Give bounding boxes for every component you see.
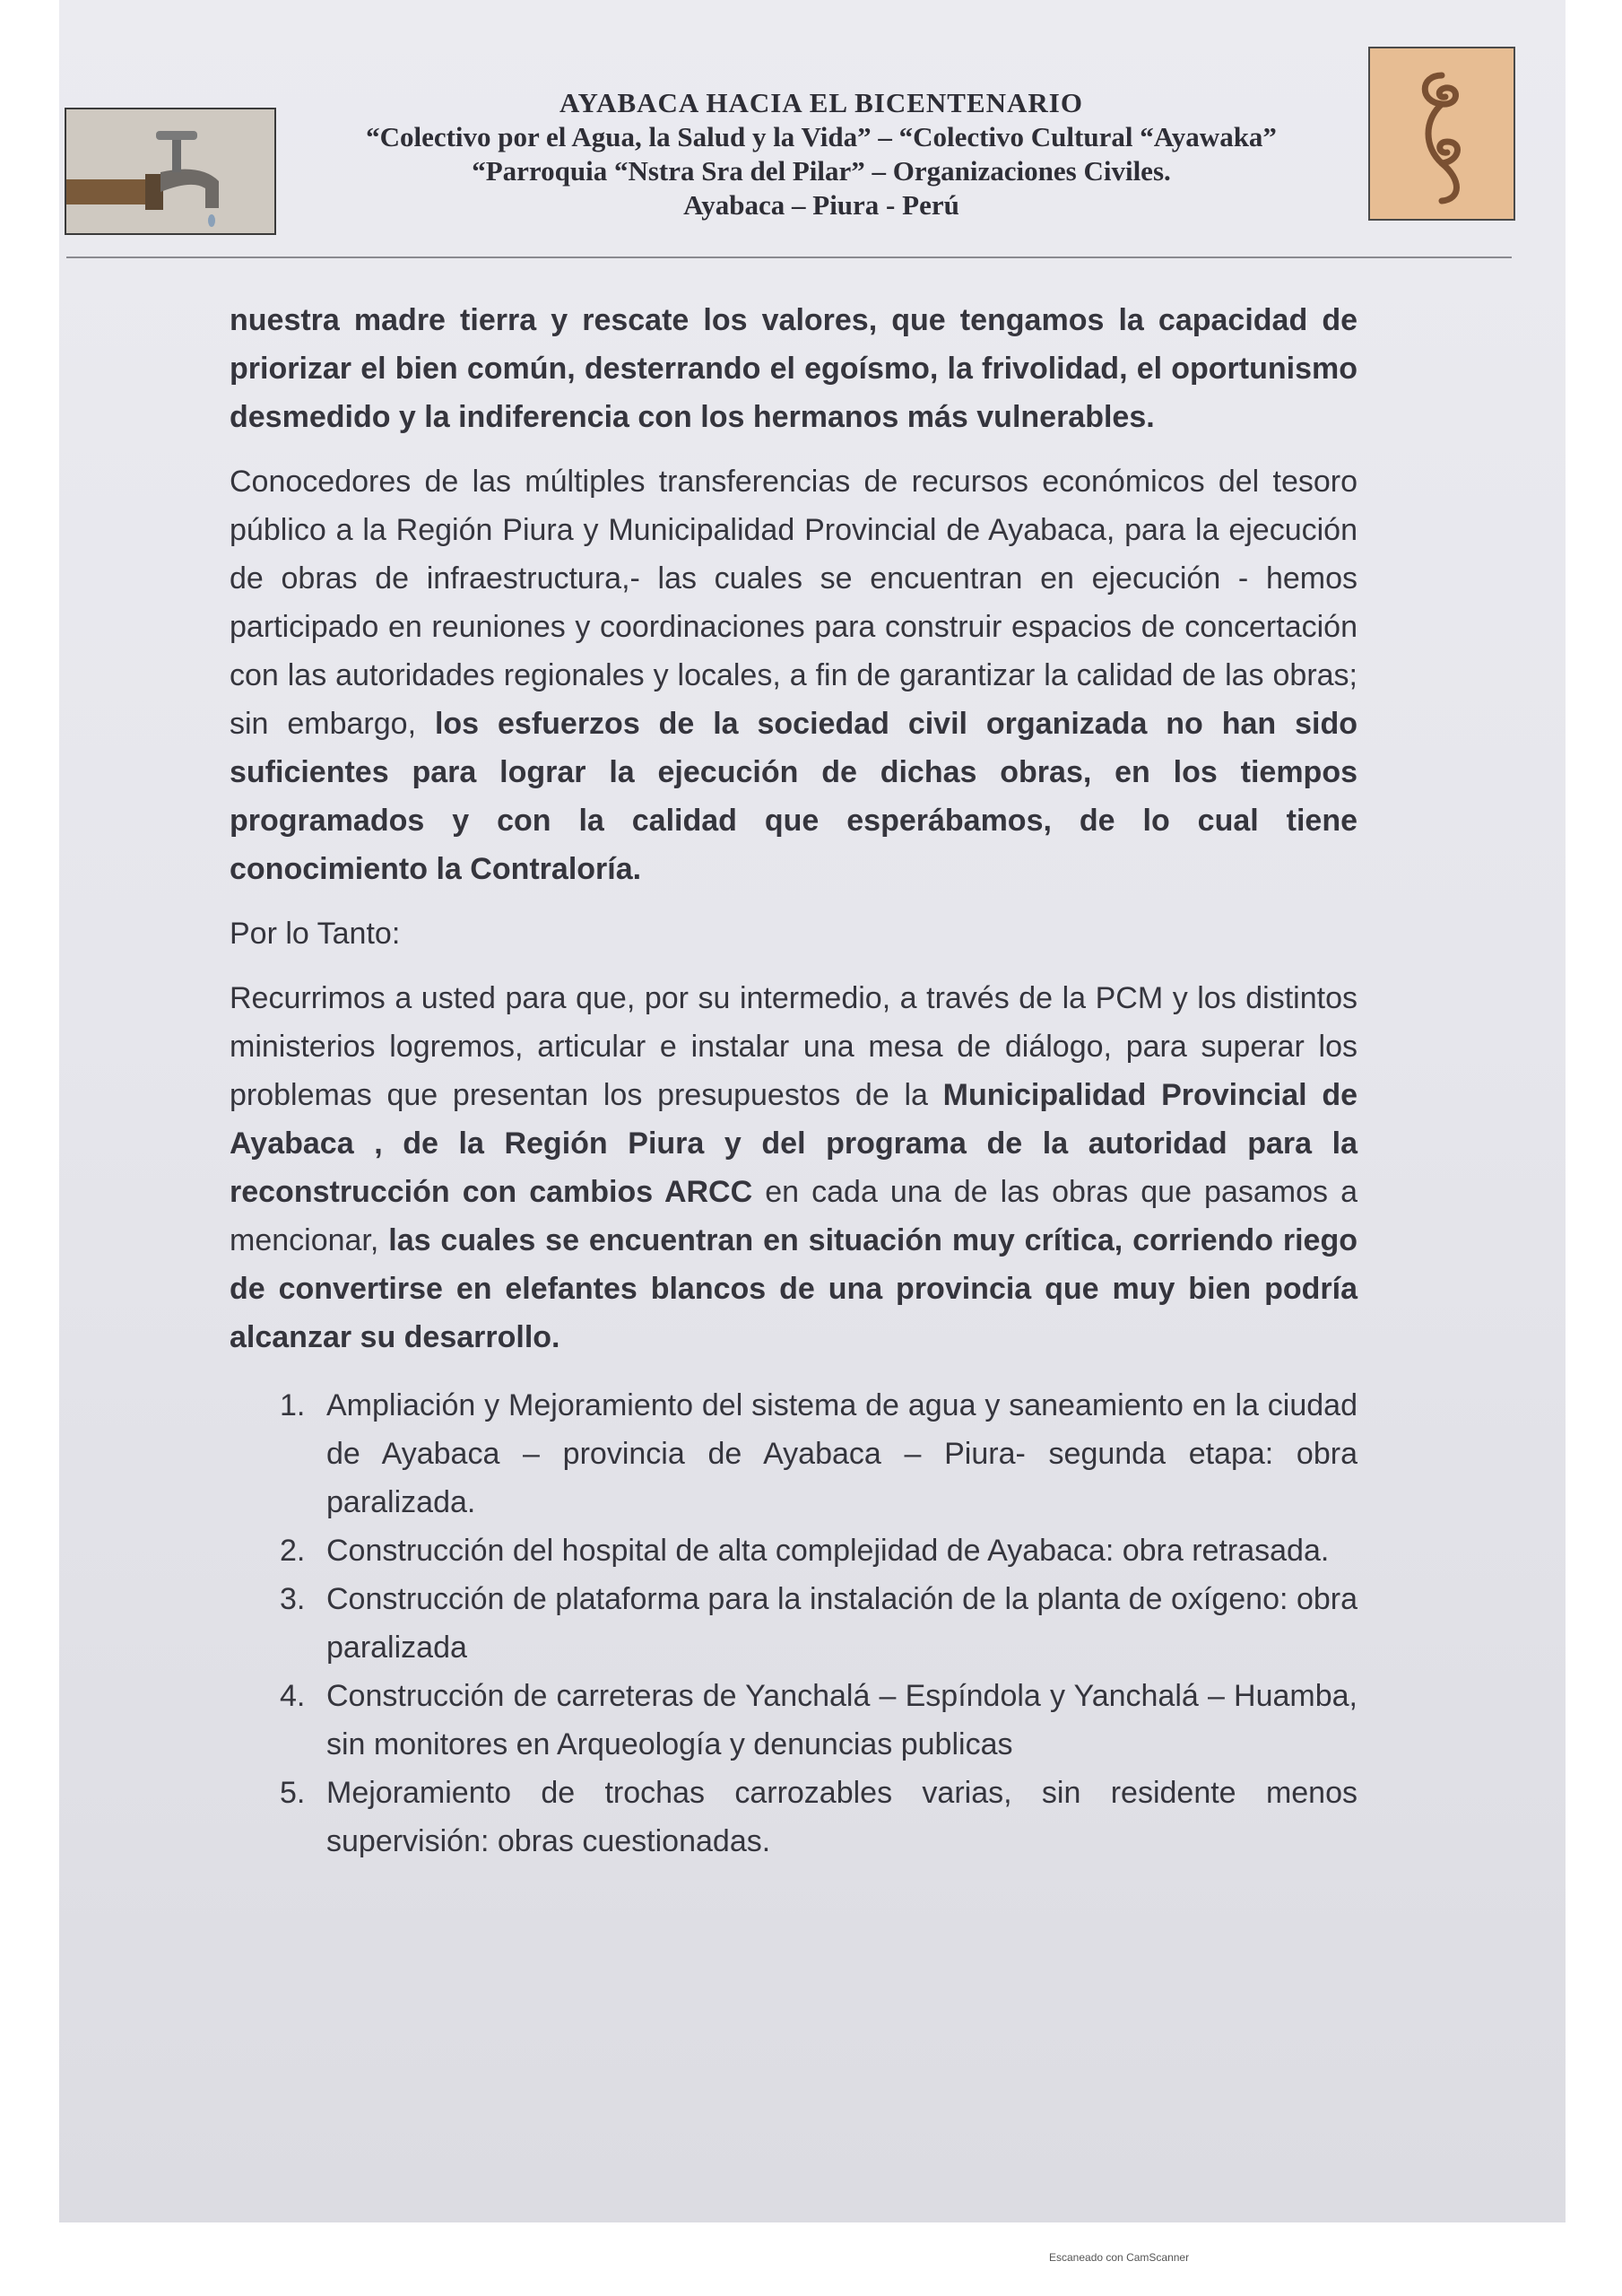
paragraph-1: nuestra madre tierra y rescate los valores, que tengamos la capacidad de priorizar el bien común, desterrando el egoísmo, la frivolidad, el oportunismo desmedido y la indiferencia con los hermanos más vulnerables. (230, 303, 1357, 434)
faucet-icon (66, 109, 274, 233)
paragraph-2-bold: los esfuerzos de la sociedad civil organizada no han sido suficientes para lograr la ejecución de dichas obras, en los tiempos programados y con la calidad que esperábamos, de lo cual tiene conocimiento la Contraloría. (230, 707, 1358, 886)
paragraph-3: Por lo Tanto: (230, 917, 401, 951)
spiral-icon (1370, 48, 1514, 219)
letterhead-title: AYABACA HACIA EL BICENTENARIO (559, 87, 1083, 118)
list-item-text: Ampliación y Mejoramiento del sistema de agua y saneamiento en la ciudad de Ayabaca – provincia de Ayabaca – Piura- segunda etapa: obra paralizada. (326, 1388, 1357, 1519)
paragraph-4-bold-b: Municipalidad Provincial de Ayabaca , de la Región Piura y del programa de la autoridad para la reconstrucción con cambios ARCC (230, 1078, 1357, 1209)
spiral-logo (1368, 47, 1515, 221)
list-item (230, 1672, 1357, 1769)
list-item (230, 1575, 1357, 1672)
paragraph-4-text-c: en cada una de las obras que pasamos a mencionar, (230, 1175, 1357, 1257)
paragraph-2-text: Conocedores de las múltiples transferencias de recursos económicos del tesoro público a la Región Piura y Municipalidad Provincial de Ayabaca, para la ejecución de obras de infraestructura,- las cuales se encuentran en ejecución - hemos participado en reuniones y coordinaciones para construir espacios de concertación con las autoridades regionales y locales, a fin de garantizar la calidad de las obras; sin embargo, (230, 465, 1357, 741)
letterhead-line-1: “Colectivo por el Agua, la Salud y la Vida” – “Colectivo Cultural “Ayawaka” (366, 121, 1277, 152)
list-item (230, 1381, 1357, 1526)
paragraph-4 (230, 974, 1357, 1361)
scanner-watermark: Escaneado con CamScanner (1049, 2251, 1190, 2264)
header-divider (66, 257, 1512, 258)
works-list (230, 1381, 1357, 1866)
faucet-logo (65, 108, 276, 235)
list-item-text: Mejoramiento de trochas carrozables varias, sin residente menos supervisión: obras cuestionadas. (326, 1776, 1357, 1858)
list-item-number: 5. (280, 1776, 306, 1810)
letterhead (283, 86, 1359, 222)
paragraph-4-bold-d: las cuales se encuentran en situación muy crítica, corriendo riego de convertirse en elefantes blancos de una provincia que muy bien podría alcanzar su desarrollo. (230, 1223, 1357, 1354)
paragraph-4-text-a: Recurrimos a usted para que, por su intermedio, a través de la PCM y los distintos ministerios logremos, articular e instalar una mesa de diálogo, para superar los problemas que presentan los presupuestos de la (230, 981, 1357, 1112)
letterhead-line-2: “Parroquia “Nstra Sra del Pilar” – Organizaciones Civiles. (472, 155, 1171, 187)
list-item-number: 1. (280, 1388, 306, 1422)
list-item (230, 1769, 1357, 1866)
list-item-text: Construcción de carreteras de Yanchalá – Espíndola y Yanchalá – Huamba, sin monitores en Arqueología y denuncias publicas (326, 1679, 1357, 1761)
paragraph-2 (230, 457, 1357, 893)
list-item-text: Construcción del hospital de alta complejidad de Ayabaca: obra retrasada. (326, 1534, 1330, 1568)
list-item-number: 3. (280, 1582, 306, 1616)
document-page (59, 0, 1566, 2222)
list-item-number: 2. (280, 1534, 306, 1568)
list-item (230, 1526, 1357, 1575)
letter-body (230, 296, 1357, 1866)
letterhead-line-3: Ayabaca – Piura - Perú (683, 189, 959, 221)
list-item-number: 4. (280, 1679, 306, 1713)
list-item-text: Construcción de plataforma para la instalación de la planta de oxígeno: obra paralizada (326, 1582, 1357, 1665)
